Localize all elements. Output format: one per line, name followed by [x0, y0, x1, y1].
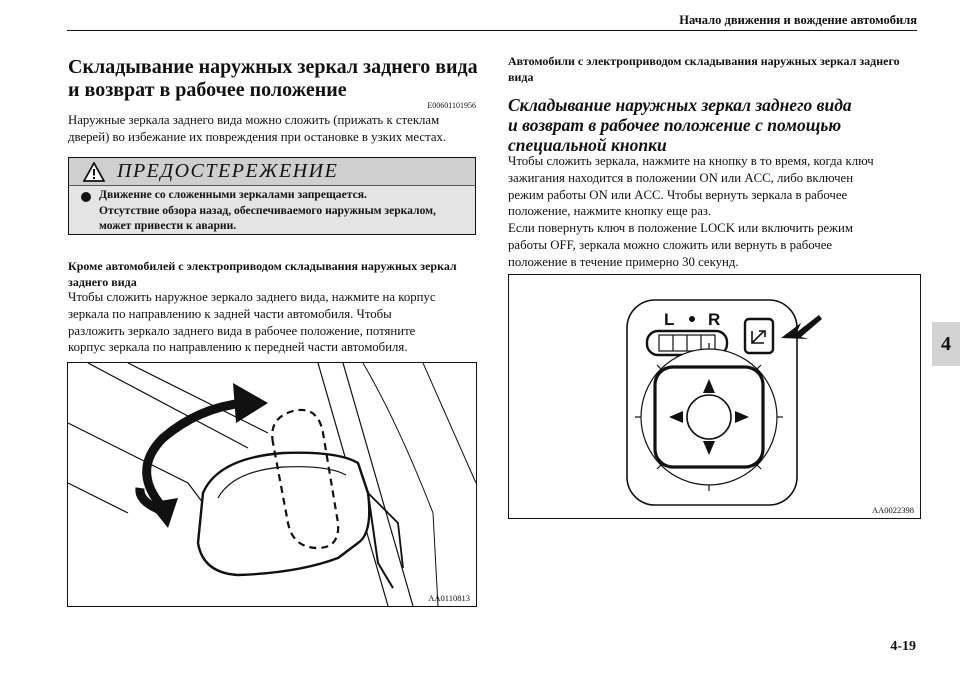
- warning-line-2: Отсутствие обзора назад, обеспечиваемого наружным зеркалом,: [99, 203, 436, 217]
- manual-line-1: Чтобы сложить наружное зеркало заднего вида, нажмите на корпус: [68, 290, 436, 304]
- warning-line-3: может привести к аварии.: [99, 219, 237, 232]
- chapter-tab: [932, 322, 960, 366]
- manual-fold-paragraph: [68, 289, 476, 356]
- subtitle-line-2: и возврат в рабочее положение с помощью: [508, 115, 842, 135]
- manual-heading-line-2: заднего вида: [68, 275, 137, 289]
- figure-code-right: AA0022398: [871, 505, 914, 515]
- document-code: E00601101956: [427, 101, 476, 110]
- warning-text: [99, 187, 471, 234]
- body-line-4: положение, нажмите кнопку еще раз.: [508, 204, 712, 219]
- intro-line-1: Наружные зеркала заднего вида можно сложить (прижать к стеклам: [68, 113, 440, 127]
- warning-line-1: Движение со сложенными зеркалами запрещается.: [99, 188, 367, 201]
- center-dot-icon: [689, 316, 695, 322]
- body-line-3: режим работы ON или ACC. Чтобы вернуть зеркала в рабочее: [508, 187, 848, 202]
- section-title: [68, 56, 488, 102]
- manual-line-4: корпус зеркала по направлению к передней части автомобиля.: [68, 340, 408, 355]
- manual-line-3: разложить зеркало заднего вида в рабочее положение, потяните: [68, 323, 416, 338]
- switch-label-right: R: [708, 310, 721, 329]
- bullet-icon: [81, 192, 91, 202]
- warning-header: [69, 158, 475, 186]
- page-number: 4-19: [890, 639, 916, 654]
- power-heading-line-1: Автомобили с электроприводом складывания наружных зеркал заднего: [508, 54, 900, 68]
- manual-line-2: зеркала по направлению к задней части автомобиля. Чтобы: [68, 306, 392, 321]
- section-title-line-2: и возврат в рабочее положение: [68, 79, 347, 101]
- body-line-5: Если повернуть ключ в положение LOCK или включить режим: [508, 221, 853, 236]
- power-fold-subtitle: [508, 95, 918, 155]
- subtitle-line-3: специальной кнопки: [508, 135, 667, 155]
- figure-code-left: AA0110813: [428, 593, 470, 603]
- warning-title: ПРЕДОСТЕРЕЖЕНИЕ: [117, 160, 339, 182]
- switch-label-left: L: [664, 310, 675, 329]
- power-fold-paragraph: [508, 153, 918, 271]
- mirror-switch-figure: [508, 274, 921, 519]
- intro-paragraph: [68, 112, 476, 146]
- chapter-tab-number: 4: [941, 332, 951, 355]
- running-header: Начало движения и вождение автомобиля: [679, 13, 917, 27]
- section-title-line-1: Складывание наружных зеркал заднего вида: [68, 56, 478, 78]
- warning-triangle-icon: [83, 162, 105, 182]
- manual-heading-line-1: Кроме автомобилей с электроприводом складывания наружных зеркал: [68, 259, 457, 273]
- mirror-switch-illustration: [509, 275, 920, 518]
- power-fold-heading: [508, 53, 918, 85]
- manual-fold-heading: [68, 258, 476, 290]
- mirror-fold-illustration: [68, 363, 476, 606]
- body-line-7: положение в течение примерно 30 секунд.: [508, 254, 739, 269]
- mirror-fold-figure: [67, 362, 477, 607]
- body-line-6: работы OFF, зеркала можно сложить или вернуть в рабочее: [508, 237, 833, 252]
- header-rule: [67, 30, 917, 31]
- intro-line-2: дверей) во избежание их повреждения при остановке в узких местах.: [68, 129, 447, 144]
- power-heading-line-2: вида: [508, 70, 534, 84]
- subtitle-line-1: Складывание наружных зеркал заднего вида: [508, 95, 852, 115]
- body-line-1: Чтобы сложить зеркала, нажмите на кнопку в то время, когда ключ: [508, 154, 874, 168]
- body-line-2: зажигания находится в положении ON или ACC, либо включен: [508, 170, 854, 185]
- warning-box: [68, 157, 476, 235]
